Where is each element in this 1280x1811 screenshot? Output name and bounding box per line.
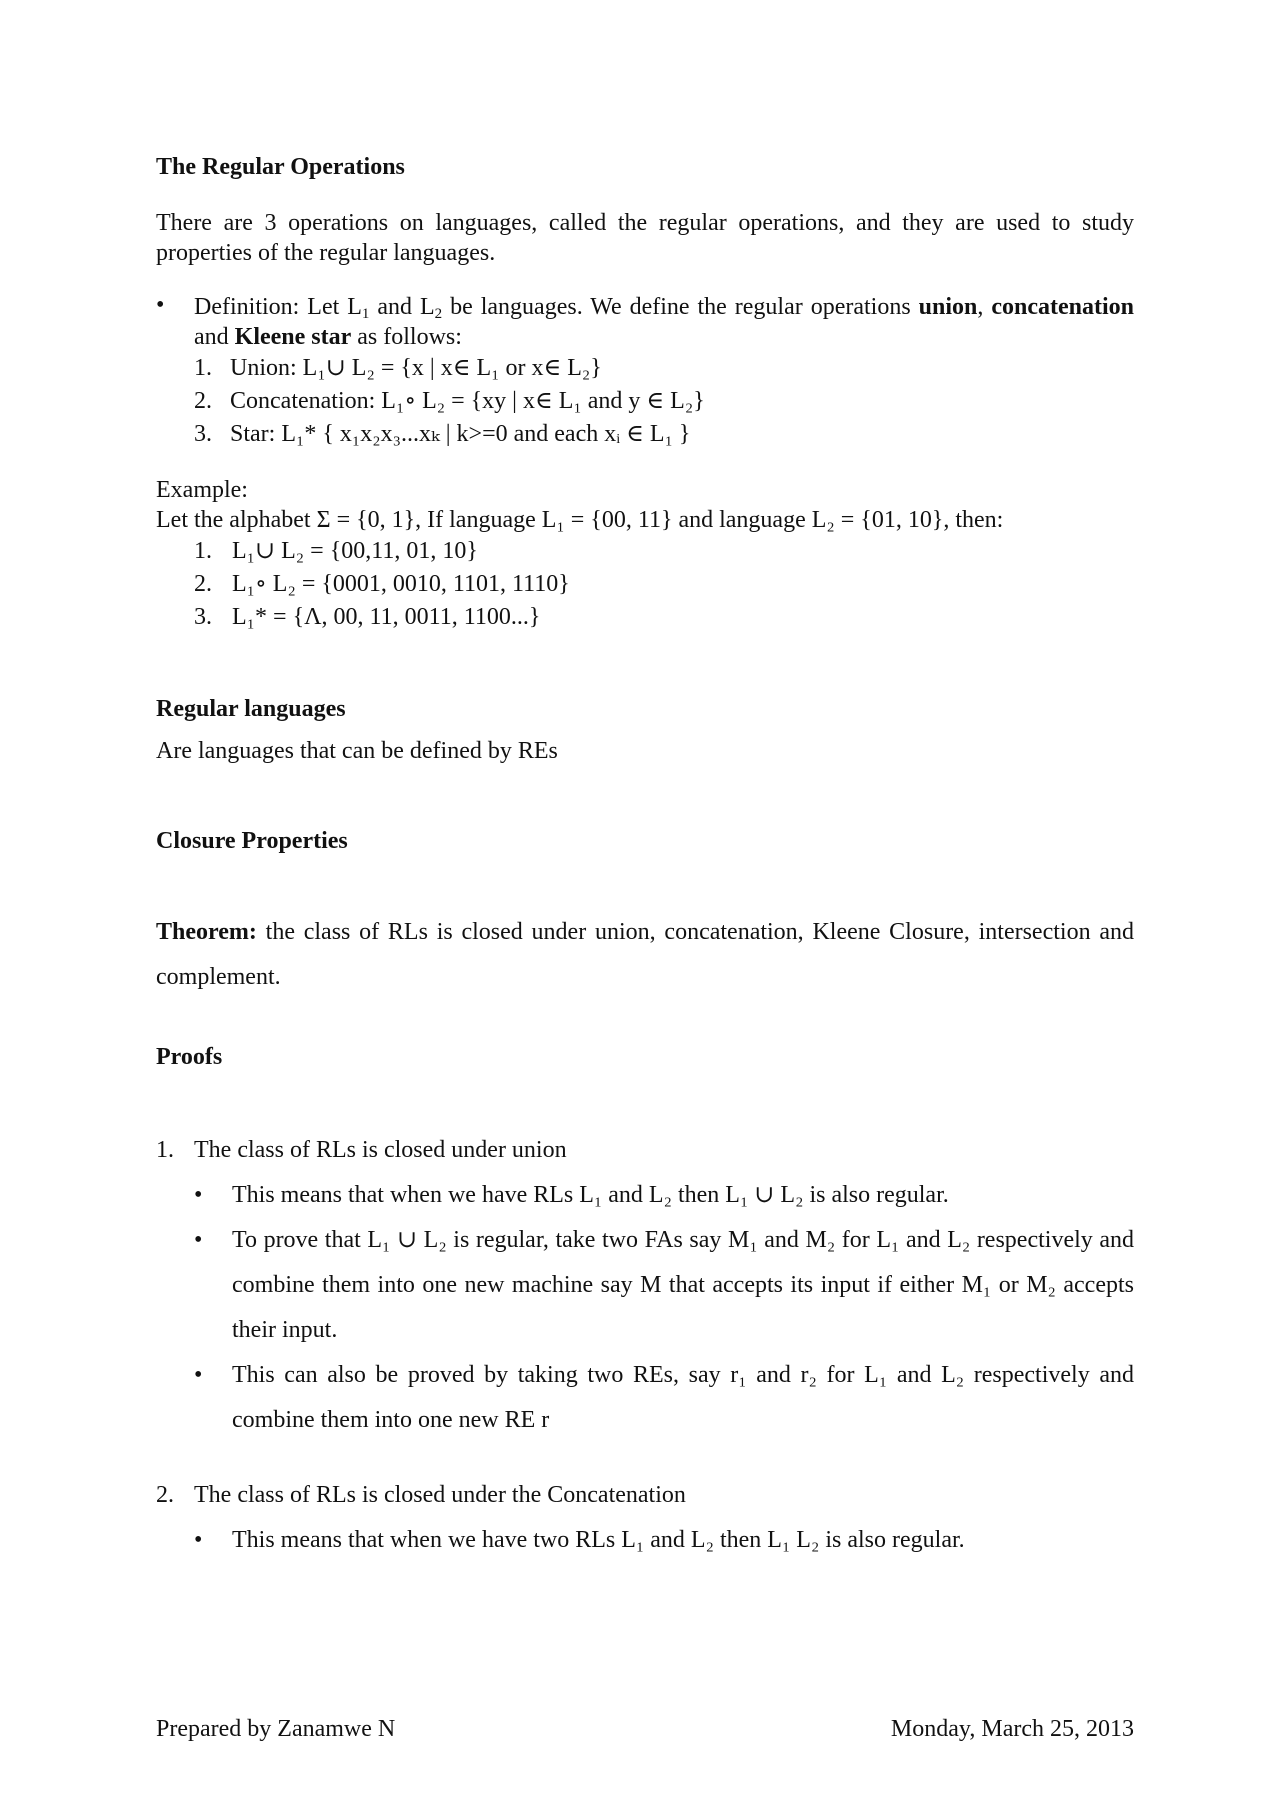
heading-regular-languages: Regular languages	[156, 696, 346, 722]
proof-1: 1. The class of RLs is closed under union • This means that when we have RLs L₁ and L₂ then L₁ ∪ L₂ is also regular. • To prove that L₁ ∪ L₂ is regular, take two FAs say M₁ and M₂ for L₁ and L₂ respectively and combine them into one new machine say M that accepts its input if either M₁ or M₂ accepts their input. • This can also be proved by taking two REs, say r₁ and r₂ for L₁ and L₂ respectively and combine them into one new RE r	[156, 1128, 1134, 1443]
regular-languages-text: Are languages that can be defined by REs	[156, 738, 558, 764]
definition-bullet	[156, 292, 1134, 451]
bullet-icon: •	[156, 292, 165, 318]
intro-paragraph: There are 3 operations on languages, called the regular operations, and they are used to study properties of the regular languages.	[156, 210, 1134, 266]
definition-text: Definition: Let $L_1$ and $L_2$ be languages. We define the regular operations union, concatenation and Kleene star as follows:	[194, 294, 1134, 350]
example-item-3: 3. L₁* = {Λ, 00, 11, 0011, 1100...}	[194, 604, 541, 630]
example-item-1: 1. L₁∪ L₂ = {00,11, 01, 10}	[194, 538, 478, 564]
definition-item-1: 1. Union: L₁∪ L₂ = {x | x∈ L₁ or x∈ L₂}	[194, 355, 602, 381]
example-line: Let the alphabet Σ = {0, 1}, If language L₁ = {00, 11} and language L₂ = {01, 10}, then:	[156, 507, 1004, 533]
proof-2: 2. The class of RLs is closed under the Concatenation • This means that when we have two RLs L₁ and L₂ then L₁ L₂ is also regular.	[156, 1473, 1134, 1563]
example-list	[194, 535, 1134, 634]
proof-1-bullet-1: • This means that when we have RLs L₁ and L₂ then L₁ ∪ L₂ is also regular.	[194, 1173, 1134, 1218]
heading-regular-operations: The Regular Operations	[156, 154, 405, 180]
bullet-icon: •	[194, 1227, 203, 1253]
heading-proofs: Proofs	[156, 1044, 223, 1070]
theorem-label: Theorem:	[156, 919, 257, 945]
heading-closure-properties: Closure Properties	[156, 828, 348, 854]
example-label: Example:	[156, 477, 248, 503]
definition-item-3: 3. Star: L₁* { x₁x₂x₃...xₖ | k>=0 and each xᵢ ∈ L₁ }	[194, 421, 691, 447]
footer-date: Monday, March 25, 2013	[890, 1716, 1134, 1742]
proof-1-bullet-2: • To prove that L₁ ∪ L₂ is regular, take two FAs say M₁ and M₂ for L₁ and L₂ respectively and combine them into one new machine say M that accepts its input if either M₁ or M₂ accepts their input.	[194, 1218, 1134, 1353]
proof-1-bullet-3: • This can also be proved by taking two REs, say r₁ and r₂ for L₁ and L₂ respectively and combine them into one new RE r	[194, 1353, 1134, 1443]
proof-2-bullet-1: • This means that when we have two RLs L₁ and L₂ then L₁ L₂ is also regular.	[194, 1518, 1134, 1563]
bullet-icon: •	[194, 1182, 203, 1208]
theorem-paragraph: Theorem: the class of RLs is closed under union, concatenation, Kleene Closure, intersection and complement.	[156, 919, 1134, 990]
bullet-icon: •	[194, 1362, 203, 1388]
footer-author: Prepared by Zanamwe N	[156, 1716, 396, 1742]
definition-item-2: 2. Concatenation: L₁∘ L₂ = {xy | x∈ L₁ and y ∈ L₂}	[194, 388, 705, 414]
example-item-2: 2. L₁∘ L₂ = {0001, 0010, 1101, 1110}	[194, 571, 570, 597]
document-page	[156, 150, 1134, 1563]
bullet-icon: •	[194, 1527, 203, 1553]
